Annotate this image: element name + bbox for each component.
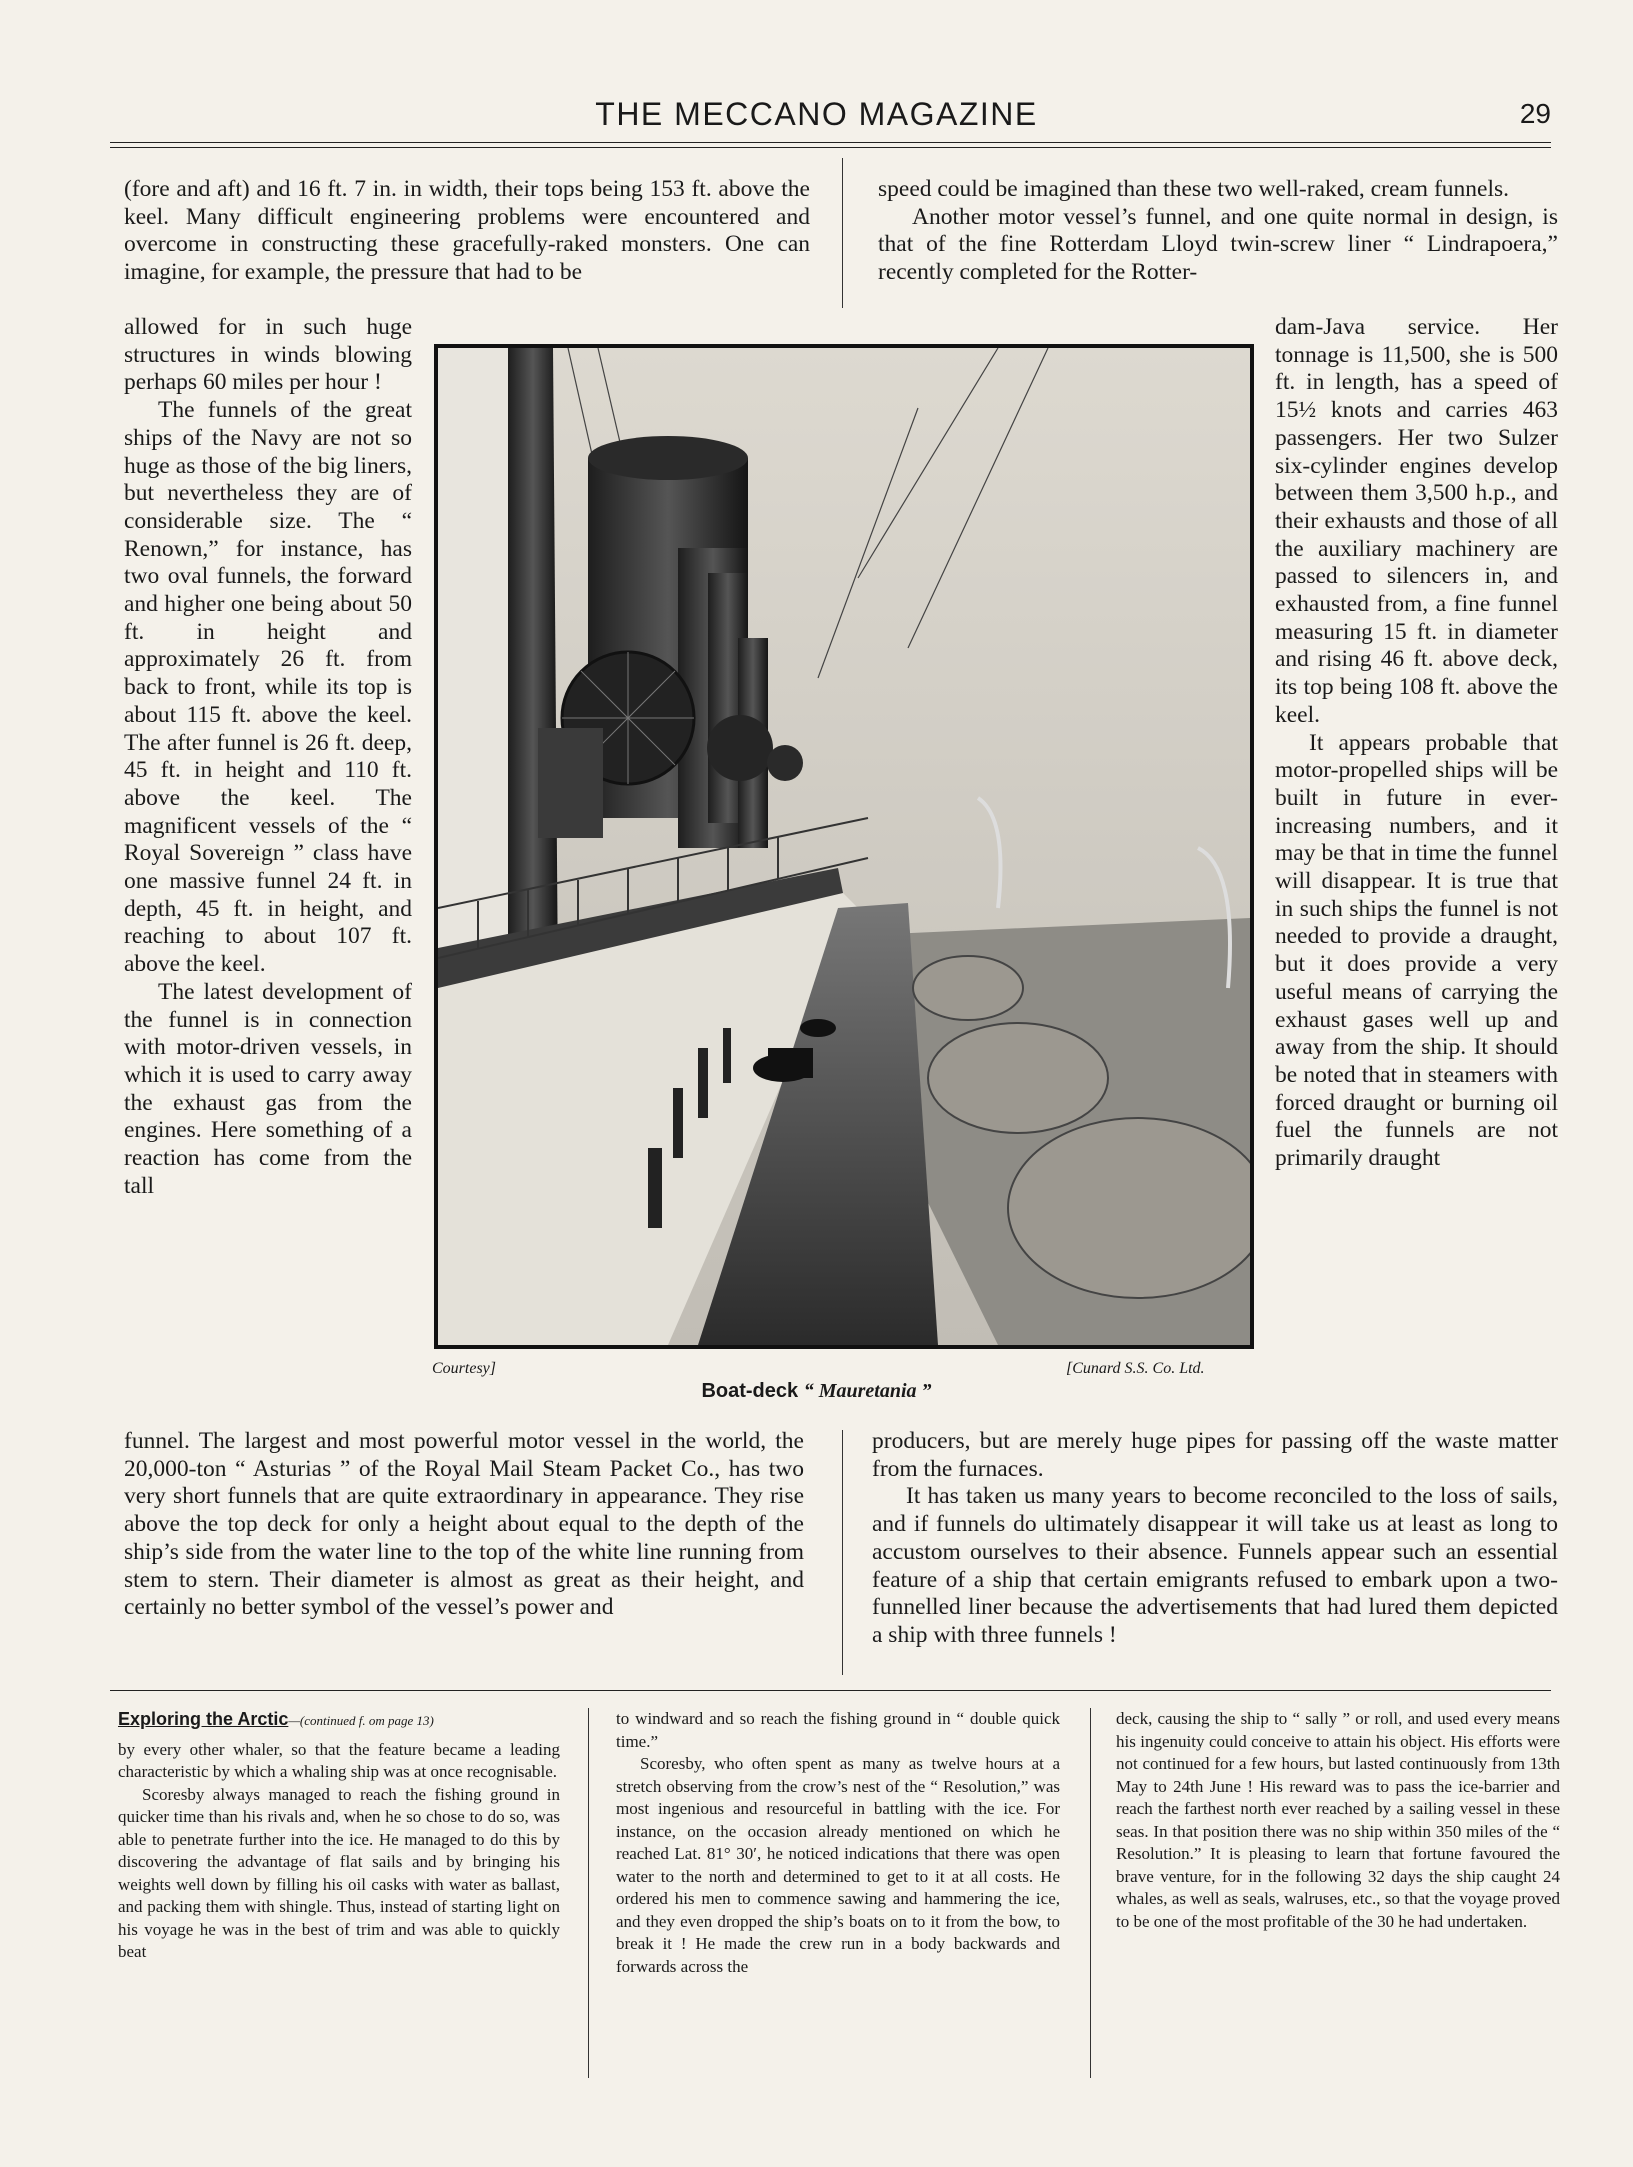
- arctic-column-2: [616, 1708, 1060, 1978]
- arctic-column-3: [1116, 1708, 1560, 1933]
- paragraph: speed could be imagined than these two well-raked, cream funnels.: [878, 176, 1510, 202]
- caption-label: Boat-deck: [701, 1380, 799, 1402]
- column-divider-top: [842, 158, 843, 308]
- section-rule: [110, 1690, 1551, 1691]
- paragraph: dam-Java service. Her tonnage is 11,500, she is 500 ft. in length, has a speed of 15½ knots and carries 463 passengers. Her two Sulzer six-cylinder engines develop between them 3,500 h.p., and their exhausts and those of all the auxiliary machinery are passed to silencers in, and exhausted from, a fine funnel measuring 15 ft. in diameter and rising 46 ft. above deck, its top being 108 ft. above the keel.: [1275, 314, 1558, 728]
- paragraph: Scoresby always managed to reach the fishing ground in quicker time than his rivals and, when he so chose to do so, was able to penetrate further into the ice. He managed to do this by discovering the advantage of flat sails and by bringing his weights well down by filling his oil casks with water as ballast, and packing them with shingle. Thus, instead of starting light on his voyage he was in the best of trim and was able to quickly beat: [118, 1784, 560, 1961]
- paragraph: funnel. The largest and most powerful motor vessel in the world, the 20,000-ton “ Asturias ” of the Royal Mail Steam Packet Co., has two very short funnels that are quite extraordinary in appearance. They rise above the top deck for only a height about equal to the depth of the ship’s side from the water line to the top of the white line running from stem to stern. Their diameter is almost as great as their height, and certainly no better symbol of the vessel’s power and: [124, 1428, 804, 1621]
- photo-credit-right: [Cunard S.S. Co. Ltd.: [1066, 1360, 1205, 1377]
- arctic-divider-2: [1090, 1708, 1091, 2078]
- paragraph: deck, causing the ship to “ sally ” or roll, and used every means his ingenuity could conceive to attain his object. His efforts were not continued for a few hours, but lasted continuously from 13th May to 24th June ! His reward was to pass the ice-barrier and reach the farthest north ever reached by a sailing vessel in these seas. In that position there was no ship within 350 miles of the “ Resolution.” It is pleasing to learn that fortune favoured the brave venture, for in the following 32 days the ship caught 24 whales, as well as seals, walruses, etc., so that the voyage proved to be one of the most profitable of the 30 he had undertaken.: [1116, 1709, 1560, 1931]
- paragraph: Another motor vessel’s funnel, and one quite normal in design, is that of the fine Rotterdam Lloyd twin-screw liner “ Lindrapoera,” recently completed for the Rotter-: [878, 203, 1558, 286]
- paragraph: The latest development of the funnel is in connection with motor-driven vessels, in which it is used to carry away the exhaust gas from the engines. Here something of a reaction has come from the tall: [124, 978, 412, 1199]
- column-divider-bottom: [842, 1430, 843, 1675]
- header-rule: [110, 142, 1551, 143]
- arctic-column-1: [118, 1708, 560, 1964]
- boat-deck-photo: [434, 344, 1254, 1349]
- photo-caption: [0, 1380, 1633, 1403]
- magazine-title: THE MECCANO MAGAZINE: [595, 96, 1038, 132]
- arctic-divider-1: [588, 1708, 589, 2078]
- photo-credit-left: Courtesy]: [432, 1360, 496, 1377]
- paragraph: Scoresby, who often spent as many as twelve hours at a stretch observing from the crow’s nest of the “ Resolution,” was most ingenious and resourceful in battling with the ice. For instance, on the occasion already mentioned on which he reached Lat. 81° 30′, he noticed indications that there was open water to the north and determined to get to it at all costs. He ordered his men to commence sawing and hammering the ice, and they even dropped the ship’s boats on to it from the bow, to break it ! He made the crew run in a body backwards and forwards across the: [616, 1754, 1060, 1976]
- article-top-right: [878, 176, 1558, 287]
- page-number: 29: [1519, 98, 1551, 129]
- paragraph: It has taken us many years to become reconciled to the loss of sails, and if funnels do ultimately disappear it will take us at least as long to accustom ourselves to their absence. Funnels appear such an essential feature of a ship that certain emigrants refused to embark upon a two-funnelled liner because the advertisements that had lured them depicted a ship with three funnels !: [872, 1483, 1558, 1648]
- arctic-continued-note: —(continued f. om page 13): [288, 1713, 434, 1728]
- paragraph: allowed for in such huge structures in winds blowing perhaps 60 miles per hour !: [124, 314, 412, 396]
- article-right-column: [1275, 314, 1558, 1173]
- article-bottom-left: [124, 1428, 804, 1622]
- paragraph: to windward and so reach the fishing ground in “ double quick time.”: [616, 1709, 1060, 1751]
- article-bottom-right: [872, 1428, 1558, 1650]
- paragraph: The funnels of the great ships of the Navy are not so huge as those of the big liners, but nevertheless they are of considerable size. The “ Renown,” for instance, has two oval funnels, the forward and higher one being about 50 ft. in height and approximately 26 ft. from back to front, while its top is about 115 ft. above the keel. The after funnel is 26 ft. deep, 45 ft. in height and 110 ft. above the keel. The magnificent vessels of the “ Royal Sovereign ” class have one massive funnel 24 ft. in depth, 45 ft. in height, and reaching to about 107 ft. above the keel.: [124, 397, 412, 978]
- article-top-left: [124, 176, 810, 287]
- article-left-column: [124, 314, 412, 1201]
- paragraph: by every other whaler, so that the feature became a leading characteristic by which a whaling ship was at once recognisable.: [118, 1739, 560, 1781]
- arctic-title: Exploring the Arctic: [118, 1709, 289, 1729]
- paragraph: producers, but are merely huge pipes for passing off the waste matter from the furnaces.: [872, 1428, 1558, 1482]
- paragraph: (fore and aft) and 16 ft. 7 in. in width, their tops being 153 ft. above the keel. Many difficult engineering problems were encountered and overcome in constructing these gracefully-raked monsters. One can imagine, for example, the pressure that had to be: [124, 176, 810, 286]
- caption-ship-name: “ Mauretania ”: [803, 1380, 932, 1402]
- header-rule-2: [110, 147, 1551, 148]
- paragraph: It appears probable that motor-propelled ships will be built in future in ever-increasing numbers, and it may be that in time the funnel will disappear. It is true that in such ships the funnel is not needed to provide a draught, but it does provide a very useful means of carrying the exhaust gases well up and away from the ship. It should be noted that in steamers with forced draught or burning oil fuel the funnels are not primarily draught: [1275, 729, 1558, 1172]
